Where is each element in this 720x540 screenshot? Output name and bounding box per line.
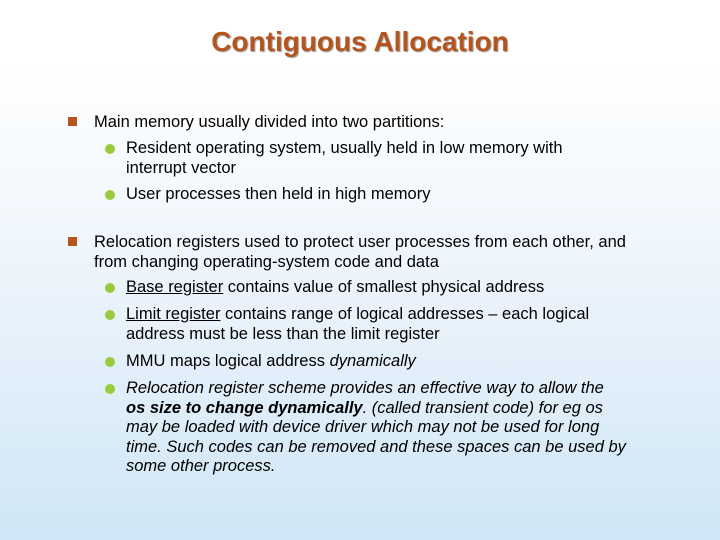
emphasis-dynamically: dynamically: [329, 352, 416, 370]
bullet-main-memory: [94, 112, 634, 132]
term-limit-register: Limit register: [126, 305, 221, 323]
sub-bullet-limit-register: [126, 305, 626, 344]
sub-bullet-text: Resident operating system, usually held in low memory with interrupt vector: [126, 139, 563, 177]
sub-bullet-text: User processes then held in high memory: [126, 185, 431, 203]
emphasis-os-size: os size to change dynamically: [126, 398, 363, 417]
bullet-text: Relocation registers used to protect user processes from each other, and from changing operating-system code and data: [94, 233, 626, 271]
round-bullet-icon: [105, 310, 115, 320]
bullet-relocation-registers: [94, 232, 634, 272]
sub-bullet-user-processes: [126, 185, 626, 205]
sub-bullet-resident-os: [126, 139, 626, 178]
square-bullet-icon: [68, 117, 77, 126]
sub-bullet-text: MMU maps logical address: [126, 352, 330, 370]
sub-bullet-mmu: [126, 352, 626, 372]
term-base-register: Base register: [126, 278, 224, 296]
sub-bullet-relocation-scheme: [126, 379, 626, 477]
bullet-text: Main memory usually divided into two partitions:: [94, 113, 445, 131]
round-bullet-icon: [105, 283, 115, 293]
round-bullet-icon: [105, 190, 115, 200]
round-bullet-icon: [105, 144, 115, 154]
square-bullet-icon: [68, 237, 77, 246]
sub-bullet-base-register: [126, 278, 626, 298]
sub-bullet-text: contains range of logical addresses – each logical address must be less than the limit register: [126, 305, 590, 343]
sub-bullet-text-continued: . (called transient code) for eg os may be loaded with device driver which may not be used for long time. Such codes can be removed and these spaces can be used by some other process.: [126, 398, 626, 475]
sub-bullet-text: Relocation register scheme provides an effective way to allow the: [126, 379, 604, 397]
round-bullet-icon: [105, 384, 115, 394]
round-bullet-icon: [105, 357, 115, 367]
slide-title: Contiguous Allocation: [211, 26, 509, 57]
sub-bullet-text: contains value of smallest physical address: [223, 278, 545, 296]
